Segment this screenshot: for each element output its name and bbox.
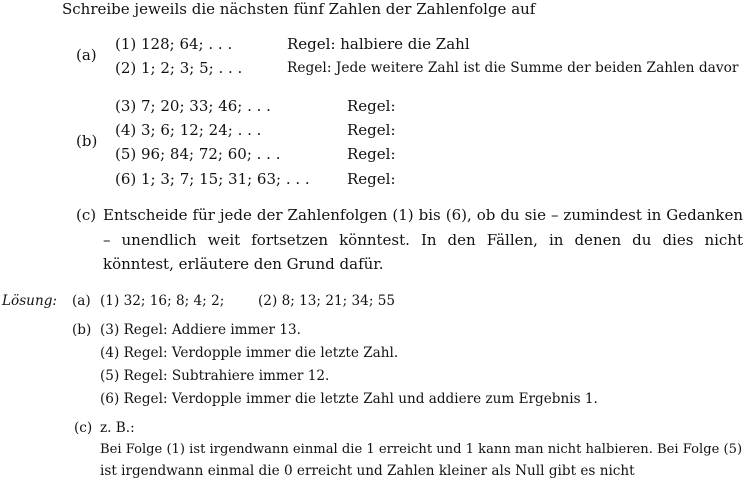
part-a-label: (a)	[76, 46, 97, 64]
seq-4: (4) 3; 6; 12; 24; . . .	[115, 121, 262, 139]
rule-2: Regel: Jede weitere Zahl ist die Summe der beiden Zahlen davor	[287, 60, 739, 76]
intro-text: Schreibe jeweils die nächsten fünf Zahlen der Zahlenfolge auf	[62, 0, 536, 18]
seq-1: (1) 128; 64; . . .	[115, 35, 233, 53]
solution-a-label: (a)	[72, 293, 91, 309]
solution-c-line-2: ist irgendwann einmal die 0 erreicht und Zahlen kleiner als Null gibt es nicht	[100, 463, 635, 479]
solution-a2: (2) 8; 13; 21; 34; 55	[258, 293, 396, 309]
solution-c-intro: z. B.:	[100, 420, 135, 436]
seq-2: (2) 1; 2; 3; 5; . . .	[115, 59, 243, 77]
rule-5: Regel:	[347, 145, 396, 163]
part-c-text: Entscheide für jede der Zahlenfolgen (1) bis (6), ob du sie – zumindest in Gedanken – unendlich weit fortsetzen könntest. In den Fällen, in denen du dies nicht könntest, erläutere den Grund dafür.	[103, 206, 743, 273]
solution-b-line-4: (4) Regel: Verdopple immer die letzte Zahl.	[100, 345, 399, 361]
seq-3: (3) 7; 20; 33; 46; . . .	[115, 97, 271, 115]
solution-b-line-6: (6) Regel: Verdopple immer die letzte Zahl und addiere zum Ergebnis 1.	[100, 391, 598, 407]
rule-4: Regel:	[347, 121, 396, 139]
rule-3: Regel:	[347, 97, 396, 115]
solution-b-line-5: (5) Regel: Subtrahiere immer 12.	[100, 368, 330, 384]
rule-1: Regel: halbiere die Zahl	[287, 35, 470, 53]
solution-heading: Lösung:	[2, 293, 57, 309]
solution-c-line-1: Bei Folge (1) ist irgendwann einmal die 1 erreicht und 1 kann man nicht halbieren. Bei Folge (5)	[100, 442, 743, 457]
solution-b-label: (b)	[72, 322, 92, 338]
seq-6: (6) 1; 3; 7; 15; 31; 63; . . .	[115, 170, 310, 188]
seq-5: (5) 96; 84; 72; 60; . . .	[115, 145, 281, 163]
part-c-label: (c)	[76, 206, 97, 224]
part-b-label: (b)	[76, 132, 98, 150]
solution-c-label: (c)	[74, 420, 93, 436]
solution-a1: (1) 32; 16; 8; 4; 2;	[100, 293, 225, 309]
solution-b-line-3: (3) Regel: Addiere immer 13.	[100, 322, 301, 338]
rule-6: Regel:	[347, 170, 396, 188]
